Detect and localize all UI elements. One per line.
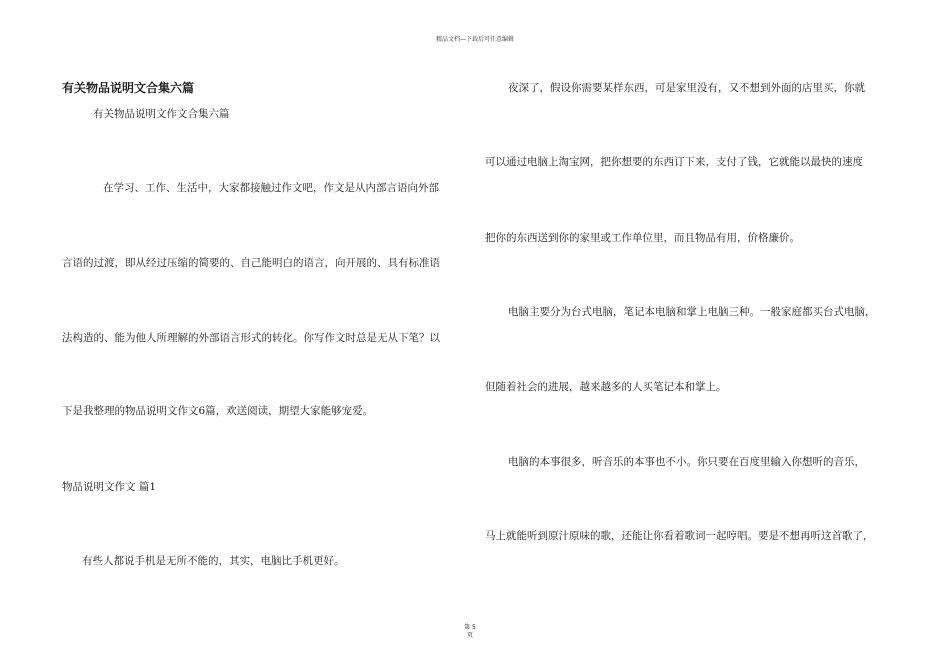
page-number-value: 第 5 bbox=[464, 624, 476, 631]
subtitle-line: 有关物品说明文作文合集六篇 bbox=[93, 108, 230, 120]
page-number-unit: 页 bbox=[466, 632, 473, 639]
body-line: 言语的过渡，即从经过压缩的简要的、自己能明白的语言，向开展的、具有标准语 bbox=[62, 257, 440, 269]
body-line: 在学习、工作、生活中，大家都接触过作文吧，作文是从内部言语向外部 bbox=[103, 182, 439, 194]
section-heading: 物品说明文作文 篇1 bbox=[62, 481, 157, 493]
body-line: 夜深了，假设你需要某样东西，可是家里没有，又不想到外面的店里买，你就 bbox=[508, 82, 865, 94]
body-line: 电脑的本事很多，听音乐的本事也不小。你只要在百度里输入你想听的音乐， bbox=[508, 456, 865, 468]
body-line: 法构造的、能为他人所理解的外部语言形式的转化。你写作文时总是无从下笔？以 bbox=[62, 332, 440, 344]
page-number bbox=[455, 624, 485, 640]
body-line: 把你的东西送到你的家里或工作单位里，而且物品有用，价格廉价。 bbox=[485, 232, 800, 244]
body-line: 可以通过电脑上淘宝网，把你想要的东西订下来，支付了钱，它就能以最快的速度 bbox=[485, 156, 863, 168]
body-line: 但随着社会的进展，越来越多的人买笔记本和掌上。 bbox=[485, 381, 727, 393]
page-header: 精品文档—下载后可任意编辑 bbox=[435, 36, 514, 43]
body-line: 马上就能听到原汁原味的歌，还能让你看着歌词一起哼唱。要是不想再听这首歌了， bbox=[485, 530, 874, 542]
body-line: 下是我整理的物品说明文作文6篇，欢送阅读，期望大家能够宠爱。 bbox=[62, 405, 374, 417]
document-title: 有关物品说明文合集六篇 bbox=[62, 81, 195, 95]
body-line: 电脑主要分为台式电脑，笔记本电脑和掌上电脑三种。一般家庭都买台式电脑， bbox=[508, 306, 876, 318]
body-line: 有些人都说手机是无所不能的，其实，电脑比手机更好。 bbox=[82, 555, 345, 567]
